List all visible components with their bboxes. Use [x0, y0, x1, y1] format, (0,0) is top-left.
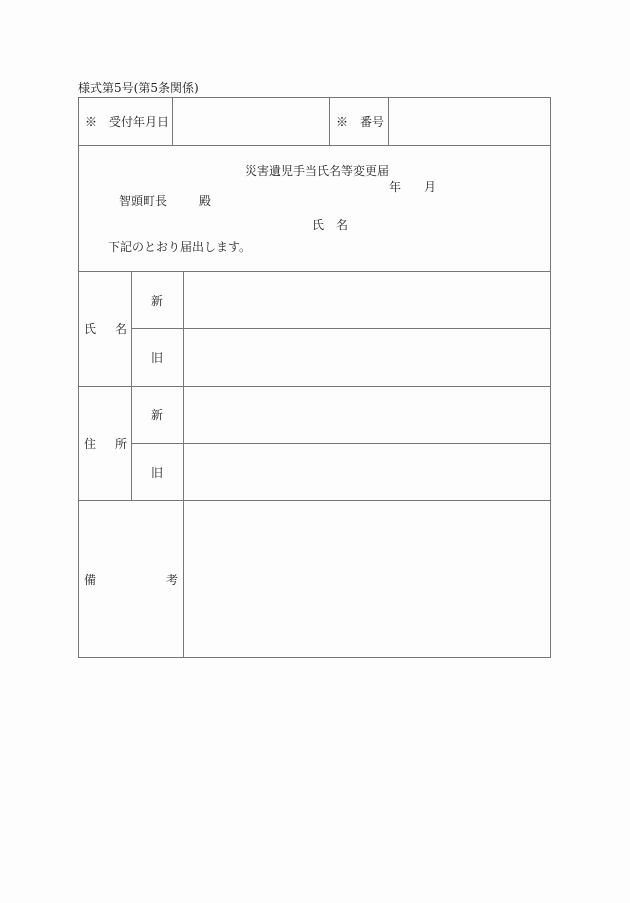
date-month-label: 月	[424, 180, 437, 194]
name-new-field[interactable]	[184, 272, 550, 327]
address-new-label: 新	[151, 408, 164, 422]
address-section-label-2: 所	[115, 437, 128, 451]
name-new-label: 新	[151, 294, 164, 308]
address-old-label: 旧	[151, 466, 164, 480]
remarks-label-2: 考	[166, 573, 179, 587]
name-old-label: 旧	[151, 351, 164, 365]
name-section-label-1: 氏	[84, 322, 97, 336]
remarks-field[interactable]	[184, 501, 550, 657]
col-divider-header-2	[329, 97, 330, 145]
statement: 下記のとおり届出します。	[108, 240, 252, 254]
address-section-label-1: 住	[84, 437, 97, 451]
address-old-field[interactable]	[184, 444, 550, 499]
name-old-field[interactable]	[184, 329, 550, 385]
form-number-label: 様式第5号(第5条関係)	[78, 81, 199, 95]
remarks-label-1: 備	[84, 573, 97, 587]
name-section-label-2: 名	[115, 322, 128, 336]
addressee: 智頭町長	[119, 194, 168, 208]
applicant-name-label: 氏 名	[312, 218, 349, 232]
row-divider-header	[78, 145, 551, 146]
received-date-field[interactable]	[173, 98, 328, 144]
honorific: 殿	[199, 194, 212, 208]
date-year-label: 年	[389, 180, 402, 194]
document-title: 災害遺児手当氏名等変更届	[245, 164, 390, 178]
col-divider-label	[131, 271, 132, 500]
number-label: ※ 番号	[336, 115, 385, 129]
number-field[interactable]	[389, 98, 550, 144]
address-new-field[interactable]	[184, 387, 550, 442]
received-date-label: ※ 受付年月日	[85, 115, 170, 129]
